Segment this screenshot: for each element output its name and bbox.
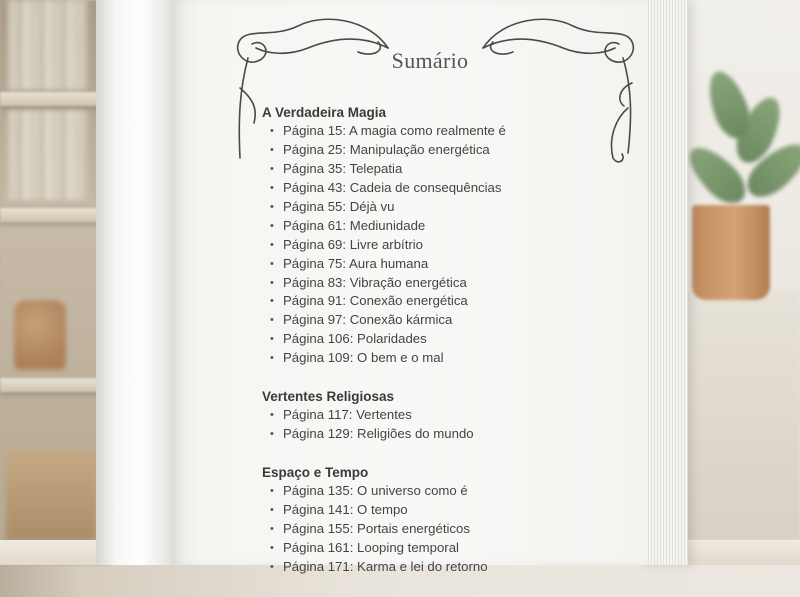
toc-entry: • Página 141: O tempo — [262, 501, 622, 520]
toc-entry: • Página 25: Manipulação energética — [262, 141, 622, 160]
toc-entry: • Página 15: A magia como realmente é — [262, 122, 622, 141]
book-spine — [96, 0, 176, 565]
toc-entry: • Página 43: Cadeia de consequências — [262, 179, 622, 198]
toc-entry: • Página 55: Déjà vu — [262, 198, 622, 217]
toc-entry: • Página 171: Karma e lei do retorno — [262, 558, 622, 577]
shelf-books — [8, 110, 88, 200]
bookshelf-background — [0, 0, 110, 565]
toc-entry: • Página 69: Livre arbítrio — [262, 236, 622, 255]
page-title: Sumário — [391, 48, 469, 73]
shelf-board — [0, 378, 110, 392]
toc-entry: • Página 135: O universo como é — [262, 482, 622, 501]
background-cabinet — [680, 290, 800, 540]
toc-entry: • Página 35: Telepatia — [262, 160, 622, 179]
section-title: A Verdadeira Magia — [262, 105, 387, 120]
shelf-board — [0, 208, 110, 222]
toc-entry: • Página 61: Mediunidade — [262, 217, 622, 236]
toc-entry: • Página 161: Looping temporal — [262, 539, 622, 558]
section-title: Vertentes Religiosas — [262, 389, 395, 405]
shelf-board — [0, 92, 110, 106]
toc-entry: • Página 91: Conexão energética — [262, 292, 622, 311]
toc-entry: • Página 155: Portais energéticos — [262, 520, 622, 539]
toc-section — [262, 104, 622, 368]
toc-section — [262, 388, 622, 444]
toc-entry: • Página 97: Conexão kármica — [262, 311, 622, 330]
table-of-contents — [262, 104, 622, 597]
toc-entry: • Página 109: O bem e o mal — [262, 349, 622, 368]
toc-entry: • Página 106: Polaridades — [262, 330, 622, 349]
toc-section — [262, 464, 622, 577]
toc-entry: • Página 75: Aura humana — [262, 255, 622, 274]
toc-entry: • Página 129: Religiões do mundo — [262, 425, 622, 444]
shelf-books — [8, 0, 88, 90]
plant-pot — [692, 205, 770, 300]
shelf-basket — [6, 450, 96, 540]
shelf-jar — [14, 300, 66, 370]
toc-entry: • Página 117: Vertentes — [262, 406, 622, 425]
toc-entry: • Página 83: Vibração energética — [262, 274, 622, 293]
section-title: Espaço e Tempo — [262, 465, 369, 481]
